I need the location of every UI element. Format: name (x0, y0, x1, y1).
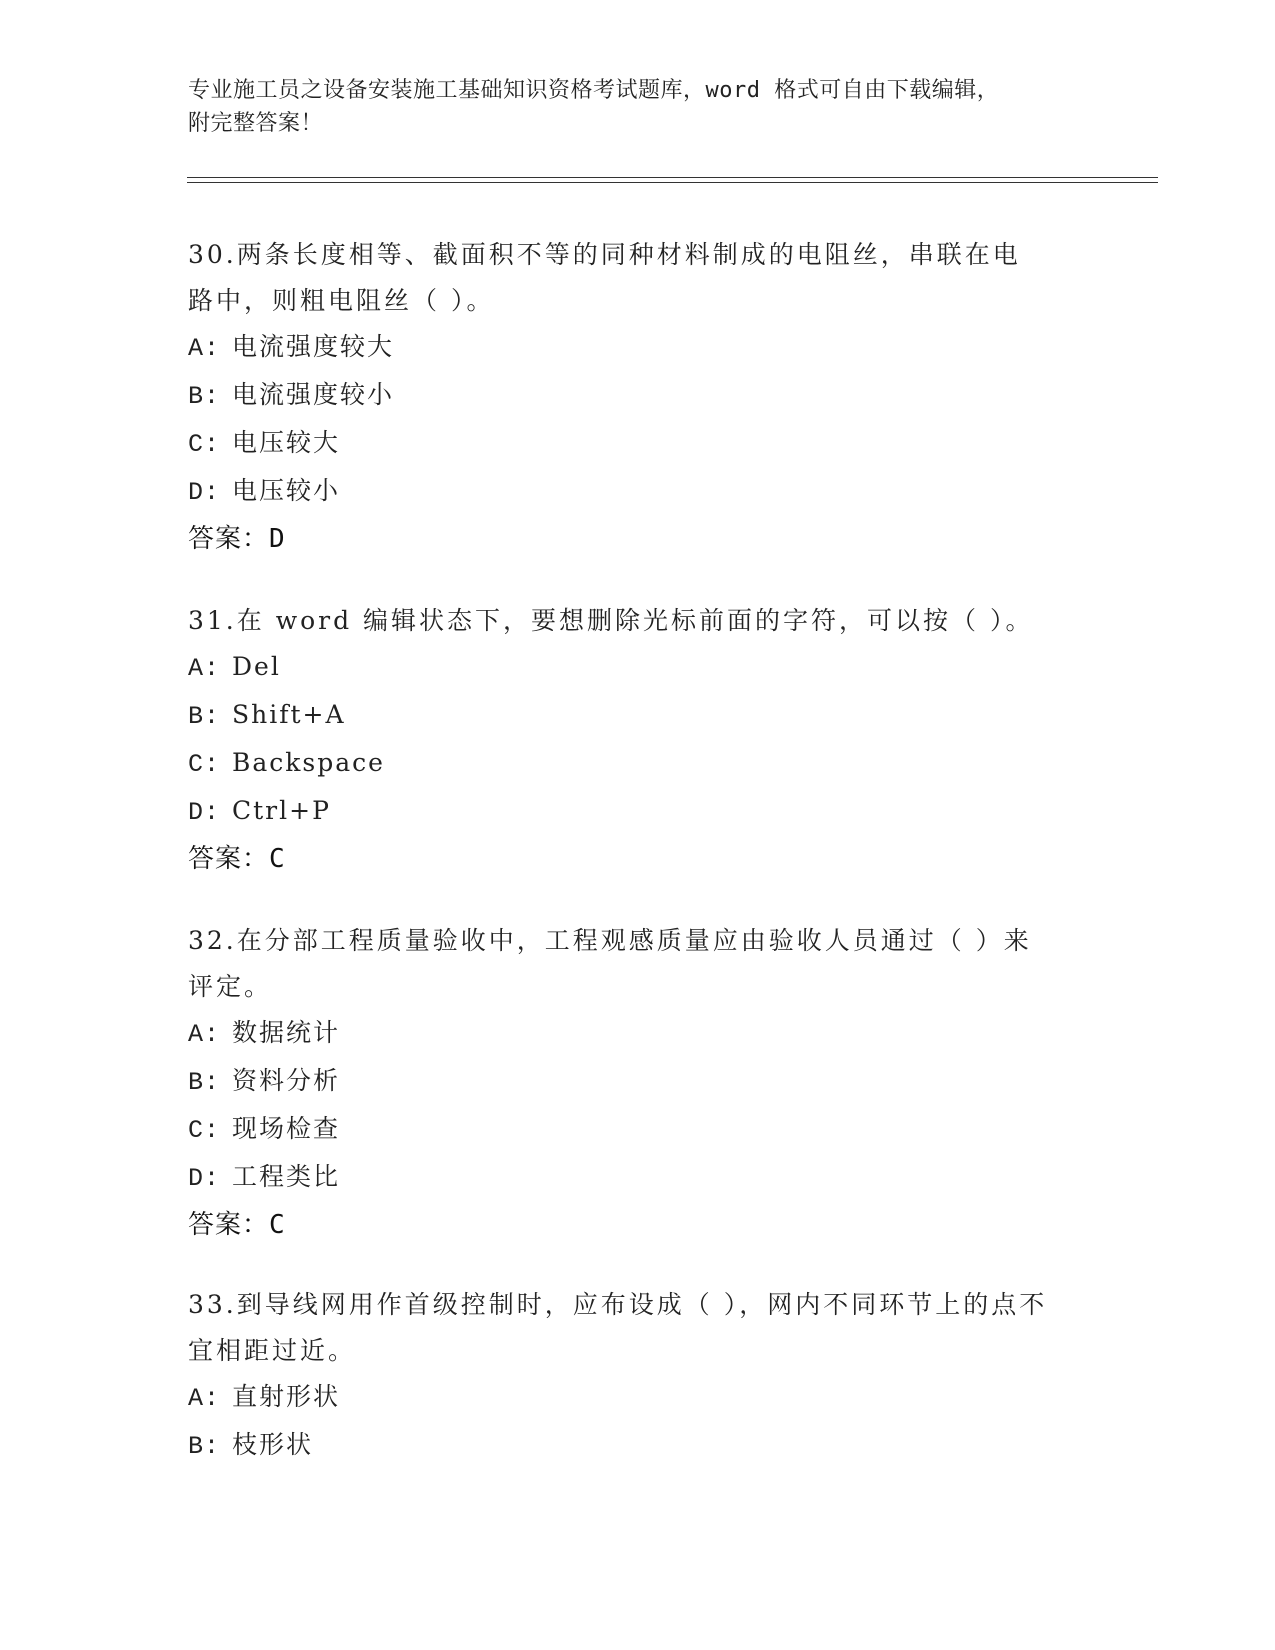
document-header (188, 74, 1088, 140)
option-text: 电流强度较大 (232, 332, 395, 361)
option-key: D: (188, 798, 221, 827)
question-text: 32.在分部工程质量验收中，工程观感质量应由验收人员通过（ ）来评定。 (188, 926, 1032, 1001)
option-key: A: (188, 1384, 221, 1413)
option-a (188, 644, 1088, 692)
option-d (188, 468, 1088, 516)
option-text: 电流强度较小 (232, 380, 395, 409)
answer-label: 答案：D (188, 524, 286, 554)
option-key: B: (188, 1068, 221, 1097)
option-d (188, 1154, 1088, 1202)
option-text: 工程类比 (232, 1162, 341, 1191)
option-text: 数据统计 (232, 1018, 341, 1047)
option-a (188, 1374, 1088, 1422)
option-a (188, 1010, 1088, 1058)
option-text: 现场检查 (232, 1114, 341, 1143)
option-c (188, 420, 1088, 468)
option-c (188, 740, 1088, 788)
option-key: D: (188, 478, 221, 507)
option-b (188, 372, 1088, 420)
question-30 (188, 232, 1088, 562)
answer-label: 答案：C (188, 844, 286, 874)
option-key: A: (188, 654, 221, 683)
option-key: B: (188, 1432, 221, 1461)
option-key: B: (188, 382, 221, 411)
answer-label: 答案：C (188, 1210, 286, 1240)
option-key: D: (188, 1164, 221, 1193)
option-text: 电压较大 (232, 428, 341, 457)
option-text: Backspace (232, 748, 385, 777)
header-divider-top (187, 177, 1158, 178)
option-key: C: (188, 1116, 221, 1145)
option-a (188, 324, 1088, 372)
option-key: C: (188, 430, 221, 459)
option-key: A: (188, 334, 221, 363)
option-b (188, 1058, 1088, 1106)
option-b (188, 1422, 1088, 1470)
option-text: 直射形状 (232, 1382, 341, 1411)
option-text: 电压较小 (232, 476, 341, 505)
option-text: 枝形状 (232, 1430, 314, 1459)
option-text: 资料分析 (232, 1066, 341, 1095)
header-line-1: 专业施工员之设备安装施工基础知识资格考试题库，word 格式可自由下载编辑， (188, 78, 1000, 103)
header-line-2: 附完整答案！ (188, 111, 324, 136)
question-31 (188, 598, 1088, 882)
question-text: 33.到导线网用作首级控制时，应布设成（ ），网内不同环节上的点不宜相距过近。 (188, 1290, 1048, 1365)
option-text: Del (232, 652, 281, 681)
option-text: Shift+A (232, 700, 346, 729)
question-text: 31.在 word 编辑状态下，要想删除光标前面的字符，可以按（ ）。 (188, 606, 1034, 635)
question-text: 30.两条长度相等、截面积不等的同种材料制成的电阻丝，串联在电路中，则粗电阻丝（ ）。 (188, 240, 1021, 315)
option-key: B: (188, 702, 221, 731)
option-key: A: (188, 1020, 221, 1049)
question-32 (188, 918, 1088, 1248)
option-d (188, 788, 1088, 836)
header-divider-bottom (187, 182, 1158, 183)
option-b (188, 692, 1088, 740)
question-33 (188, 1282, 1088, 1470)
option-key: C: (188, 750, 221, 779)
option-c (188, 1106, 1088, 1154)
option-text: Ctrl+P (232, 796, 331, 825)
